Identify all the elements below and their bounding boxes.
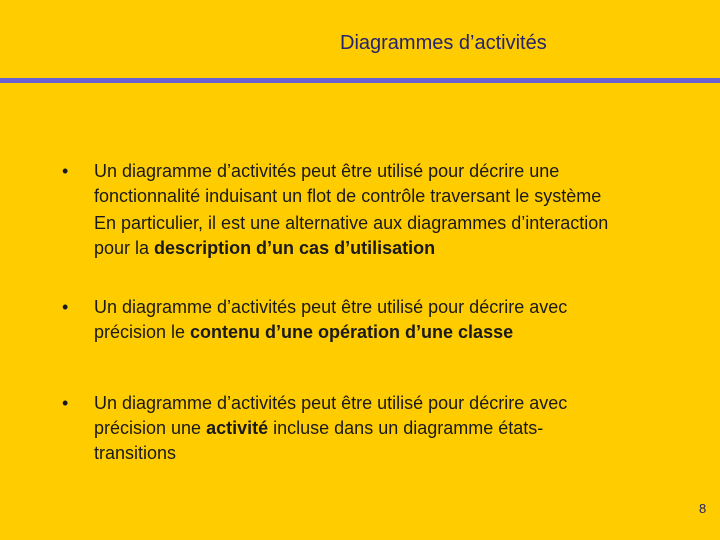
bullet-list — [62, 159, 692, 466]
bullet-marker: • — [62, 297, 69, 317]
bullet-item-2 — [62, 295, 692, 345]
bullet-2-text: Un diagramme d’activités peut être utilisé pour décrire avec précision le contenu d’une opération d’une classe — [94, 297, 568, 342]
bullet-3-text: Un diagramme d’activités peut être utilisé pour décrire avec précision une activité incluse dans un diagramme états- transitions — [94, 393, 568, 463]
bullet-1-subparagraph: En particulier, il est une alternative aux diagrammes d’interaction pour la description d’un cas d’utilisation — [94, 213, 609, 258]
bullet-3-emphasis: activité — [206, 418, 269, 438]
bullet-marker: • — [62, 393, 69, 413]
slide-title: Diagrammes d’activités — [340, 32, 547, 54]
title-divider — [0, 78, 720, 83]
bullet-item-1 — [62, 159, 692, 261]
bullet-1-text: Un diagramme d’activités peut être utilisé pour décrire une fonctionnalité induisant un flot de contrôle traversant le système — [94, 161, 602, 206]
bullet-1-emphasis: description d’un cas d’utilisation — [154, 238, 436, 258]
bullet-marker: • — [62, 161, 69, 181]
page-number: 8 — [699, 501, 707, 516]
bullet-item-3 — [62, 391, 692, 466]
bullet-2-emphasis: contenu d’une opération d’une classe — [190, 322, 514, 342]
